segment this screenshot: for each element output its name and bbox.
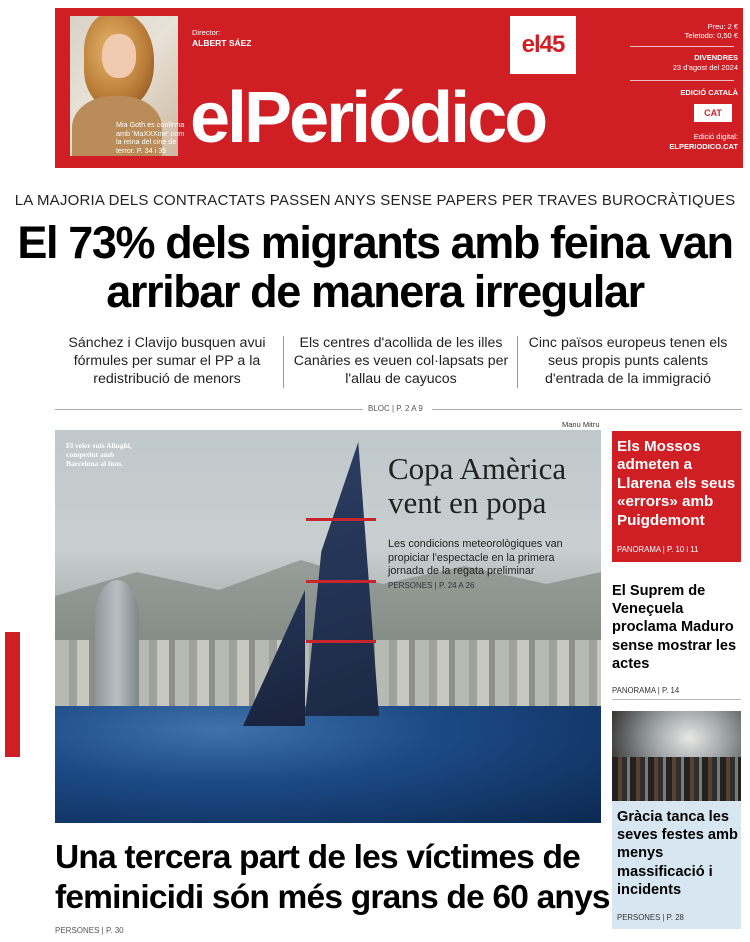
- column-divider: [283, 336, 284, 388]
- feature-title[interactable]: Copa Amèrica vent en popa: [388, 451, 567, 520]
- price-tel: Teletodo: 0,50 €: [684, 31, 738, 40]
- lead-headline[interactable]: El 73% dels migrants amb feina van arribar de manera irregular: [17, 217, 733, 317]
- divider: [612, 699, 741, 700]
- lead-subhead[interactable]: Els centres d'acollida de les illes Canàries es veuen col·lapsats per l'allau de cayucos: [293, 335, 509, 387]
- lead-subhead[interactable]: Sánchez i Clavijo busquen avui fórmules per sumar el PP a la redistribució de menors: [68, 335, 266, 387]
- divider: [630, 46, 734, 47]
- lead-kicker: LA MAJORIA DELS CONTRACTATS PASSEN ANYS SENSE PAPERS PER TRAVES BUROCRÀTIQUES: [14, 192, 736, 209]
- digital-edition-label: Edició digital:: [693, 132, 738, 141]
- sidebar-headline[interactable]: Gràcia tanca les seves festes amb menys massificació i incidents: [617, 809, 738, 898]
- newspaper-logo[interactable]: elPeriódico: [190, 78, 546, 158]
- feature-body: Les condicions meteorològiques van propiciar l'espectacle en la primera jornada de la regata preliminar: [388, 538, 563, 577]
- feature-ref[interactable]: PERSONES | P. 24 A 26: [388, 581, 475, 590]
- digital-edition-link[interactable]: ELPERIODICO.CAT: [669, 142, 738, 151]
- promo-caption[interactable]: Mia Goth es confirma amb 'MaXXXine' com la reina del cine de terror. P. 34 i 35: [116, 120, 185, 155]
- edition-label: EDICIÓ CATALÀ: [680, 88, 738, 97]
- director-name: ALBERT SÁEZ: [192, 38, 252, 48]
- photo-caption: El veler suís Alinghi, competint amb Barcelona al fons.: [66, 441, 132, 468]
- price: Preu: 2 €: [707, 22, 738, 31]
- sidebar-ref[interactable]: PANORAMA | P. 10 i 11: [617, 545, 699, 554]
- anniversary-badge: el45: [510, 16, 576, 74]
- divider: [432, 409, 742, 410]
- divider: [55, 409, 363, 410]
- issue-date: 23 d'agost del 2024: [672, 63, 738, 72]
- sidebar-ref[interactable]: PERSONES | P. 28: [617, 913, 684, 922]
- weekday: DIVENDRES: [694, 53, 738, 62]
- bottom-headline[interactable]: Una tercera part de les víctimes de feminicidi són més grans de 60 anys: [55, 839, 610, 916]
- festival-photo[interactable]: [612, 711, 741, 801]
- divider: [630, 80, 734, 81]
- photo-credit: Manu Mitru: [562, 420, 600, 429]
- edition-cat-button[interactable]: CAT: [694, 104, 732, 122]
- sidebar-ref[interactable]: PANORAMA | P. 14: [612, 686, 680, 695]
- director-label: Director:: [192, 28, 221, 37]
- sidebar-headline[interactable]: El Suprem de Veneçuela proclama Maduro sense mostrar les actes: [612, 583, 737, 672]
- accent-bar: [5, 632, 20, 757]
- lead-subhead[interactable]: Cinc països europeus tenen els seus propis punts calents d'entrada de la immigració: [528, 335, 728, 387]
- section-ref[interactable]: BLOC | P. 2 A 9: [368, 404, 423, 413]
- sidebar-headline[interactable]: Els Mossos admeten a Llarena els seus «errors» amb Puigdemont: [617, 438, 736, 529]
- bottom-ref[interactable]: PERSONES | P. 30: [55, 926, 124, 935]
